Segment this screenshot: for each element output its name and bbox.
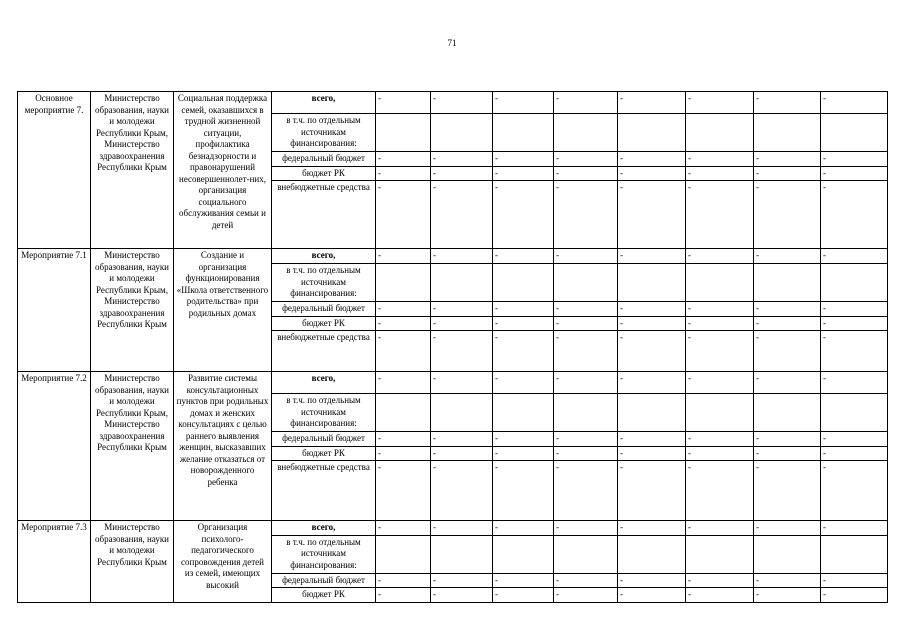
value-cell bbox=[618, 264, 686, 302]
value-cell: - bbox=[686, 316, 754, 331]
value-cell bbox=[821, 535, 888, 573]
value-cell: - bbox=[686, 302, 754, 317]
value-cell: - bbox=[821, 461, 888, 521]
value-cell: - bbox=[686, 521, 754, 536]
value-cell bbox=[554, 394, 618, 432]
activity-name-cell: Мероприятие 7.3 bbox=[18, 521, 91, 603]
value-cell: - bbox=[618, 302, 686, 317]
value-cell: - bbox=[618, 331, 686, 372]
value-cell: - bbox=[686, 166, 754, 181]
value-cell: - bbox=[821, 521, 888, 536]
value-cell: - bbox=[754, 166, 821, 181]
value-cell: - bbox=[554, 249, 618, 264]
value-cell: - bbox=[754, 461, 821, 521]
value-cell: - bbox=[754, 331, 821, 372]
value-cell bbox=[686, 394, 754, 432]
value-cell: - bbox=[493, 432, 554, 447]
value-cell: - bbox=[376, 331, 431, 372]
value-cell: - bbox=[376, 302, 431, 317]
value-cell: - bbox=[821, 588, 888, 603]
funding-source-cell: всего, bbox=[272, 372, 376, 394]
value-cell: - bbox=[376, 181, 431, 249]
funding-source-cell: федеральный бюджет bbox=[272, 302, 376, 317]
table-row bbox=[18, 372, 888, 394]
value-cell: - bbox=[554, 521, 618, 536]
value-cell: - bbox=[431, 588, 493, 603]
value-cell: - bbox=[821, 316, 888, 331]
value-cell bbox=[431, 535, 493, 573]
value-cell: - bbox=[821, 181, 888, 249]
value-cell: - bbox=[618, 372, 686, 394]
organizer-cell: Министерство образования, науки и молодежи Республики Крым bbox=[91, 521, 174, 603]
value-cell: - bbox=[618, 92, 686, 114]
value-cell bbox=[431, 264, 493, 302]
activity-name-cell: Мероприятие 7.2 bbox=[18, 372, 91, 521]
value-cell: - bbox=[554, 92, 618, 114]
value-cell bbox=[493, 114, 554, 152]
value-cell: - bbox=[618, 152, 686, 167]
value-cell: - bbox=[376, 521, 431, 536]
value-cell bbox=[431, 114, 493, 152]
value-cell bbox=[493, 264, 554, 302]
value-cell: - bbox=[376, 249, 431, 264]
value-cell bbox=[686, 535, 754, 573]
value-cell bbox=[376, 535, 431, 573]
value-cell: - bbox=[554, 461, 618, 521]
value-cell: - bbox=[686, 432, 754, 447]
value-cell: - bbox=[493, 372, 554, 394]
value-cell: - bbox=[493, 249, 554, 264]
value-cell: - bbox=[686, 152, 754, 167]
value-cell bbox=[686, 114, 754, 152]
value-cell: - bbox=[754, 152, 821, 167]
value-cell: - bbox=[754, 316, 821, 331]
value-cell bbox=[376, 114, 431, 152]
value-cell: - bbox=[754, 446, 821, 461]
value-cell: - bbox=[618, 521, 686, 536]
value-cell: - bbox=[431, 302, 493, 317]
value-cell: - bbox=[686, 588, 754, 603]
funding-source-cell: всего, bbox=[272, 92, 376, 114]
funding-source-cell: внебюджетные средства bbox=[272, 461, 376, 521]
value-cell bbox=[554, 264, 618, 302]
funding-source-cell: в т.ч. по отдельным источникам финансирования: bbox=[272, 394, 376, 432]
table-body bbox=[18, 92, 888, 603]
value-cell: - bbox=[431, 181, 493, 249]
value-cell: - bbox=[618, 446, 686, 461]
value-cell bbox=[618, 535, 686, 573]
value-cell: - bbox=[618, 316, 686, 331]
value-cell: - bbox=[431, 316, 493, 331]
value-cell bbox=[754, 264, 821, 302]
value-cell: - bbox=[376, 446, 431, 461]
value-cell: - bbox=[821, 166, 888, 181]
value-cell: - bbox=[376, 92, 431, 114]
value-cell bbox=[754, 114, 821, 152]
value-cell bbox=[431, 394, 493, 432]
value-cell: - bbox=[431, 249, 493, 264]
value-cell: - bbox=[493, 331, 554, 372]
value-cell bbox=[376, 264, 431, 302]
financing-table bbox=[17, 91, 888, 603]
table-row bbox=[18, 521, 888, 536]
value-cell: - bbox=[493, 152, 554, 167]
funding-source-cell: бюджет РК bbox=[272, 316, 376, 331]
funding-source-cell: всего, bbox=[272, 521, 376, 536]
value-cell: - bbox=[554, 446, 618, 461]
funding-source-cell: внебюджетные средства bbox=[272, 331, 376, 372]
value-cell bbox=[493, 535, 554, 573]
value-cell: - bbox=[431, 92, 493, 114]
value-cell: - bbox=[493, 461, 554, 521]
value-cell: - bbox=[686, 372, 754, 394]
value-cell bbox=[821, 114, 888, 152]
value-cell bbox=[754, 394, 821, 432]
value-cell: - bbox=[376, 573, 431, 588]
funding-source-cell: федеральный бюджет bbox=[272, 432, 376, 447]
value-cell: - bbox=[618, 432, 686, 447]
value-cell: - bbox=[754, 521, 821, 536]
value-cell: - bbox=[686, 92, 754, 114]
value-cell: - bbox=[821, 372, 888, 394]
value-cell: - bbox=[754, 588, 821, 603]
activity-name-cell: Основное мероприятие 7. bbox=[18, 92, 91, 249]
value-cell bbox=[821, 394, 888, 432]
value-cell bbox=[618, 114, 686, 152]
value-cell: - bbox=[554, 432, 618, 447]
value-cell: - bbox=[821, 92, 888, 114]
value-cell: - bbox=[554, 316, 618, 331]
organizer-cell: Министерство образования, науки и молодежи Республики Крым, Министерство здравоохранения Республики Крым bbox=[91, 372, 174, 521]
value-cell: - bbox=[754, 92, 821, 114]
value-cell: - bbox=[554, 372, 618, 394]
value-cell: - bbox=[376, 152, 431, 167]
activity-name-cell: Мероприятие 7.1 bbox=[18, 249, 91, 372]
value-cell: - bbox=[554, 152, 618, 167]
funding-source-cell: бюджет РК bbox=[272, 446, 376, 461]
description-cell: Создание и организация функционирования «Школа ответственного родительства» при родильных домах bbox=[174, 249, 272, 372]
value-cell: - bbox=[493, 302, 554, 317]
funding-source-cell: всего, bbox=[272, 249, 376, 264]
value-cell: - bbox=[821, 331, 888, 372]
value-cell: - bbox=[821, 446, 888, 461]
value-cell: - bbox=[554, 331, 618, 372]
value-cell: - bbox=[618, 461, 686, 521]
value-cell: - bbox=[554, 302, 618, 317]
value-cell: - bbox=[376, 372, 431, 394]
value-cell: - bbox=[376, 316, 431, 331]
value-cell: - bbox=[554, 573, 618, 588]
value-cell: - bbox=[554, 588, 618, 603]
value-cell: - bbox=[431, 152, 493, 167]
value-cell: - bbox=[754, 372, 821, 394]
value-cell: - bbox=[493, 588, 554, 603]
funding-source-cell: в т.ч. по отдельным источникам финансирования: bbox=[272, 535, 376, 573]
value-cell: - bbox=[686, 331, 754, 372]
value-cell bbox=[618, 394, 686, 432]
table-row bbox=[18, 249, 888, 264]
funding-source-cell: внебюджетные средства bbox=[272, 181, 376, 249]
value-cell: - bbox=[686, 461, 754, 521]
value-cell: - bbox=[754, 432, 821, 447]
value-cell: - bbox=[493, 181, 554, 249]
value-cell: - bbox=[686, 249, 754, 264]
value-cell: - bbox=[431, 331, 493, 372]
value-cell: - bbox=[431, 432, 493, 447]
value-cell: - bbox=[431, 446, 493, 461]
value-cell: - bbox=[821, 573, 888, 588]
funding-source-cell: федеральный бюджет bbox=[272, 152, 376, 167]
value-cell: - bbox=[554, 181, 618, 249]
value-cell: - bbox=[754, 249, 821, 264]
value-cell: - bbox=[493, 446, 554, 461]
table-row bbox=[18, 92, 888, 114]
value-cell: - bbox=[493, 521, 554, 536]
description-cell: Развитие системы консультационных пунктов при родильных домах и женских консультациях с целью раннего выявления женщин, высказавших желание отказаться от новорожденного ребенка bbox=[174, 372, 272, 521]
value-cell: - bbox=[376, 166, 431, 181]
page-number: 71 bbox=[447, 38, 457, 48]
value-cell: - bbox=[493, 166, 554, 181]
funding-source-cell: бюджет РК bbox=[272, 588, 376, 603]
value-cell: - bbox=[821, 432, 888, 447]
value-cell: - bbox=[618, 249, 686, 264]
value-cell bbox=[493, 394, 554, 432]
funding-source-cell: федеральный бюджет bbox=[272, 573, 376, 588]
value-cell bbox=[554, 535, 618, 573]
value-cell bbox=[376, 394, 431, 432]
value-cell: - bbox=[376, 588, 431, 603]
value-cell: - bbox=[618, 588, 686, 603]
value-cell: - bbox=[554, 166, 618, 181]
value-cell bbox=[754, 535, 821, 573]
funding-source-cell: в т.ч. по отдельным источникам финансирования: bbox=[272, 114, 376, 152]
value-cell: - bbox=[686, 446, 754, 461]
value-cell: - bbox=[493, 573, 554, 588]
value-cell: - bbox=[821, 302, 888, 317]
value-cell: - bbox=[493, 316, 554, 331]
value-cell bbox=[554, 114, 618, 152]
value-cell: - bbox=[431, 166, 493, 181]
value-cell: - bbox=[754, 302, 821, 317]
value-cell bbox=[821, 264, 888, 302]
value-cell: - bbox=[618, 573, 686, 588]
value-cell: - bbox=[431, 461, 493, 521]
description-cell: Организация психолого-педагогического сопровождения детей из семей, имеющих высокий bbox=[174, 521, 272, 603]
organizer-cell: Министерство образования, науки и молодежи Республики Крым, Министерство здравоохранения Республики Крым bbox=[91, 249, 174, 372]
value-cell bbox=[686, 264, 754, 302]
value-cell: - bbox=[431, 372, 493, 394]
value-cell: - bbox=[686, 573, 754, 588]
organizer-cell: Министерство образования, науки и молодежи Республики Крым, Министерство здравоохранения Республики Крым bbox=[91, 92, 174, 249]
value-cell: - bbox=[431, 521, 493, 536]
funding-source-cell: в т.ч. по отдельным источникам финансирования: bbox=[272, 264, 376, 302]
value-cell: - bbox=[376, 461, 431, 521]
value-cell: - bbox=[376, 432, 431, 447]
value-cell: - bbox=[686, 181, 754, 249]
value-cell: - bbox=[618, 166, 686, 181]
funding-source-cell: бюджет РК bbox=[272, 166, 376, 181]
value-cell: - bbox=[821, 249, 888, 264]
value-cell: - bbox=[754, 181, 821, 249]
description-cell: Социальная поддержка семей, оказавшихся в трудной жизненной ситуации, профилактика безнадзорности и правонарушений несовершеннолет-них, организация социального обслуживания семьи и детей bbox=[174, 92, 272, 249]
value-cell: - bbox=[821, 152, 888, 167]
value-cell: - bbox=[754, 573, 821, 588]
value-cell: - bbox=[618, 181, 686, 249]
value-cell: - bbox=[431, 573, 493, 588]
value-cell: - bbox=[493, 92, 554, 114]
